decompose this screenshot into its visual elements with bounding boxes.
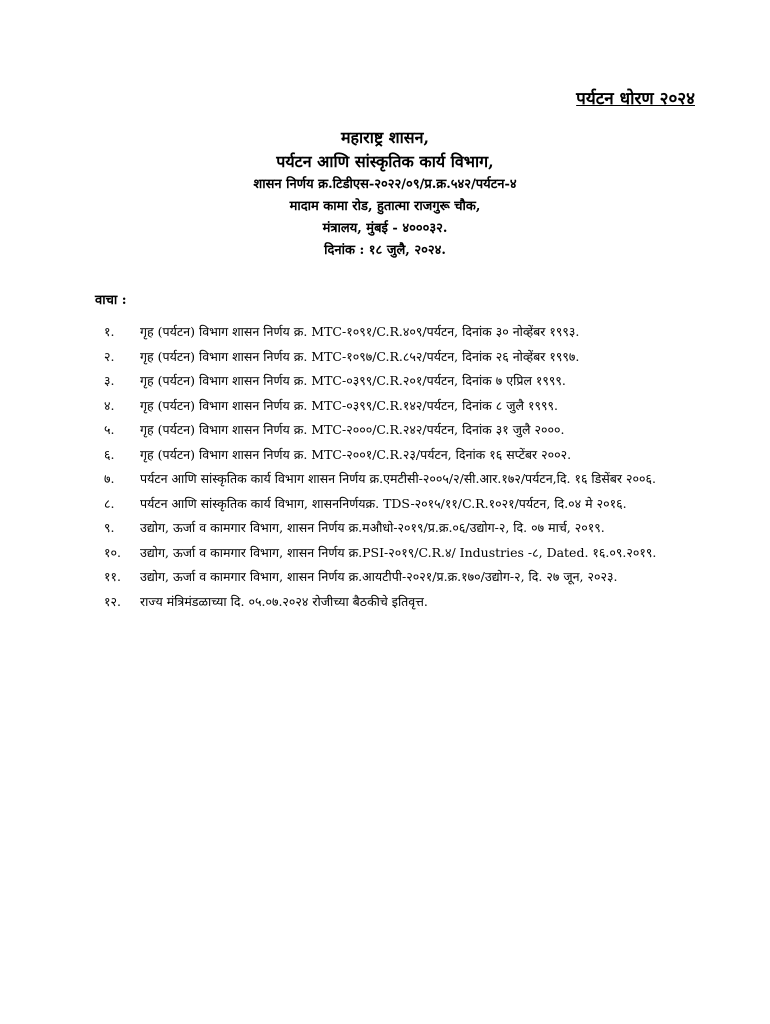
reference-item — [0, 467, 770, 492]
document-title: पर्यटन धोरण २०२४ — [576, 89, 695, 109]
header-date: दिनांक : १८ जुलै, २०२४. — [324, 243, 446, 258]
header-address-street: मादाम कामा रोड, हुतात्मा राजगुरू चौक, — [289, 199, 481, 214]
read-label: वाचा : — [95, 293, 127, 308]
reference-text: उद्योग, ऊर्जा व कामगार विभाग, शासन निर्णय क्र.PSI-२०१९/C.R.४/ Industries -८, Dated. १६.०९.२०१९. — [140, 544, 657, 560]
reference-number: ७. — [104, 471, 115, 486]
reference-item — [0, 345, 770, 370]
reference-text: पर्यटन आणि सांस्कृतिक कार्य विभाग शासन निर्णय क्र.एमटीसी-२००५/२/सी.आर.१७२/पर्यटन,दि. १६ डिसेंबर २००६. — [140, 471, 656, 486]
reference-item — [0, 565, 770, 590]
reference-text: उद्योग, ऊर्जा व कामगार विभाग, शासन निर्णय क्र.मऔधो-२०१९/प्र.क्र.०६/उद्योग-२, दि. ०७ मार्च, २०१९. — [140, 520, 605, 535]
reference-text: गृह (पर्यटन) विभाग शासन निर्णय क्र. MTC-१०९७/C.R.८५२/पर्यटन, दिनांक २६ नोव्हेंबर १९९७. — [140, 348, 580, 364]
header-resolution-number: शासन निर्णय क्र.टिडीएस-२०२२/०९/प्र.क्र.५४२/पर्यटन-४ — [253, 177, 517, 192]
reference-item — [0, 590, 770, 615]
reference-item — [0, 369, 770, 394]
reference-text: गृह (पर्यटन) विभाग शासन निर्णय क्र. MTC-०३९९/C.R.२०१/पर्यटन, दिनांक ७ एप्रिल १९९९. — [140, 373, 566, 388]
header-government: महाराष्ट्र शासन, — [340, 128, 430, 147]
reference-text: गृह (पर्यटन) विभाग शासन निर्णय क्र. MTC-२००१/C.R.२३/पर्यटन, दिनांक १६ सप्टेंबर २००२. — [140, 446, 572, 462]
reference-text: गृह (पर्यटन) विभाग शासन निर्णय क्र. MTC-१०९१/C.R.४०९/पर्यटन, दिनांक ३० नोव्हेंबर १९९३. — [140, 324, 580, 339]
reference-item — [0, 320, 770, 345]
reference-number: ११. — [104, 569, 121, 584]
reference-item — [0, 394, 770, 419]
reference-item — [0, 492, 770, 517]
reference-number: १२. — [104, 593, 121, 609]
reference-number: १. — [104, 324, 115, 339]
reference-text: उद्योग, ऊर्जा व कामगार विभाग, शासन निर्णय क्र.आयटीपी-२०२१/प्र.क्र.१७०/उद्योग-२, दि. २७ जून, २०२३. — [140, 569, 618, 584]
reference-number: ४. — [104, 397, 115, 413]
reference-text: गृह (पर्यटन) विभाग शासन निर्णय क्र. MTC-०३९९/C.R.१४२/पर्यटन, दिनांक ८ जुलै १९९९. — [140, 397, 558, 413]
reference-number: ६. — [104, 446, 115, 462]
header-address-city: मंत्रालय, मुंबई - ४०००३२. — [322, 221, 448, 236]
reference-item — [0, 516, 770, 541]
reference-text: राज्य मंत्रिमंडळाच्या दि. ०५.०७.२०२४ रोजीच्या बैठकीचे इतिवृत्त. — [140, 593, 428, 609]
reference-number: ३. — [104, 373, 115, 388]
reference-number: १०. — [104, 544, 121, 560]
reference-text: पर्यटन आणि सांस्कृतिक कार्य विभाग, शासननिर्णयक्र. TDS-२०१५/११/C.R.१०२१/पर्यटन, दि.०४ मे २०१६. — [140, 495, 627, 511]
reference-number: ८. — [104, 495, 115, 511]
reference-number: ५. — [104, 422, 115, 437]
reference-item — [0, 443, 770, 468]
reference-item — [0, 541, 770, 566]
reference-text: गृह (पर्यटन) विभाग शासन निर्णय क्र. MTC-२०००/C.R.२४२/पर्यटन, दिनांक ३१ जुलै २०००. — [140, 422, 565, 437]
reference-list — [0, 320, 770, 614]
header-department: पर्यटन आणि सांस्कृतिक कार्य विभाग, — [276, 152, 494, 171]
reference-number: २. — [104, 348, 115, 364]
reference-item — [0, 418, 770, 443]
government-header — [0, 126, 770, 262]
reference-number: ९. — [104, 520, 115, 535]
